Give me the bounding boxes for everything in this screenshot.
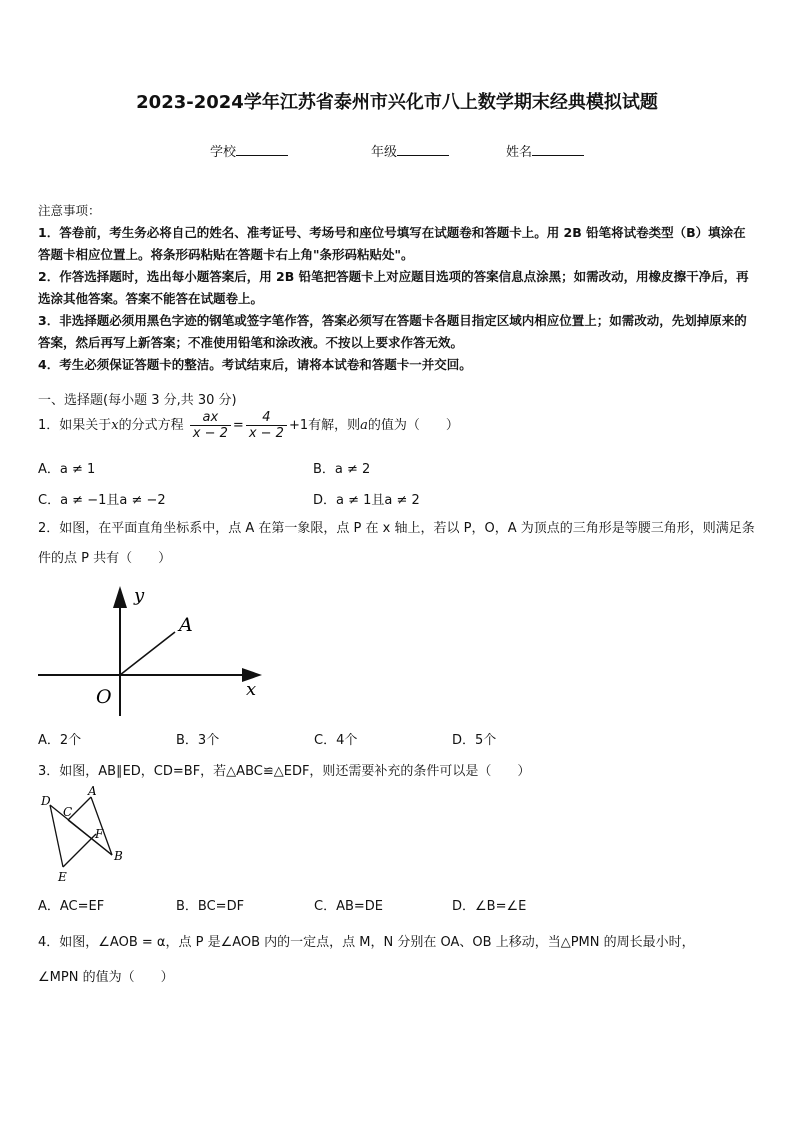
notice-heading: 注意事项： — [38, 203, 101, 218]
q3-triangle-figure — [36, 783, 136, 888]
label-x: x — [246, 679, 257, 700]
q1-option-b: B．a ≠ 2 — [313, 462, 371, 477]
q1-var-a: a — [360, 418, 368, 433]
label-c: C — [63, 805, 73, 819]
label-e: E — [58, 870, 67, 884]
q2-option-a: A．2个 — [38, 733, 82, 748]
q2-option-b: B．3个 — [176, 733, 220, 748]
q1-var-x: x — [111, 418, 119, 433]
notice-item-1: 1．答卷前，考生务必将自己的姓名、准考证号、考场号和座位号填写在试题卷和答题卡上。用 2B 铅笔将试卷类型（B）填涂在答题卡相应位置上。将条形码粘贴在答题卡右上角"条形码粘贴处"。 — [38, 225, 746, 262]
q1-plus: +1有解，则 — [288, 418, 361, 433]
label-y: y — [134, 585, 145, 606]
grade-field — [371, 141, 449, 160]
question-4-line-2: ∠MPN 的值为（ ） — [38, 970, 174, 985]
label-a: A — [88, 784, 97, 798]
notice-item-2: 2．作答选择题时，选出每小题答案后，用 2B 铅笔把答题卡上对应题目选项的答案信息点涂黑；如需改动，用橡皮擦干净后，再选涂其他答案。答案不能答在试题卷上。 — [38, 269, 749, 306]
notice-block — [38, 200, 758, 376]
question-1-stem — [38, 410, 459, 441]
label-f: F — [95, 827, 104, 841]
q1-option-a: A．a ≠ 1 — [38, 462, 96, 477]
page-title: 2023-2024学年江苏省泰州市兴化市八上数学期末经典模拟试题 — [136, 92, 658, 113]
q1-option-c: C．a ≠ −1且a ≠ −2 — [38, 493, 166, 508]
q2-coordinate-figure — [30, 580, 280, 722]
q1-option-d: D．a ≠ 1且a ≠ 2 — [313, 493, 420, 508]
q1-suffix: 的值为（ ） — [367, 418, 459, 433]
grade-blank — [397, 143, 449, 156]
label-d: D — [41, 794, 51, 808]
notice-item-4: 4．考生必须保证答题卡的整洁。考试结束后，请将本试卷和答题卡一并交回。 — [38, 357, 472, 372]
question-3-stem: 3．如图，AB∥ED，CD=BF，若△ABC≌△EDF，则还需要补充的条件可以是（ ） — [38, 764, 531, 779]
q3-option-a: A．AC=EF — [38, 899, 105, 914]
school-label: 学校 — [210, 145, 237, 160]
section-heading: 一、选择题(每小题 3 分,共 30 分) — [38, 393, 237, 408]
name-label: 姓名 — [506, 145, 533, 160]
q1-mid: 的分式方程 — [118, 418, 184, 433]
q2-option-c: C．4个 — [314, 733, 358, 748]
q3-option-c: C．AB=DE — [314, 899, 384, 914]
q1-fraction-1: $\frac{ax}{x - 2}$ — [190, 410, 231, 441]
q1-equals: = — [232, 418, 244, 433]
name-blank — [532, 143, 584, 156]
school-field — [210, 141, 288, 160]
q1-fraction-2: $\frac{4}{x - 2}$ — [246, 410, 287, 441]
label-b: B — [114, 849, 123, 863]
question-2-stem: 2．如图，在平面直角坐标系中，点 A 在第一象限，点 P 在 x 轴上，若以 P，O，A 为顶点的三角形是等腰三角形，则满足条件的点 P 共有（ ） — [38, 521, 755, 566]
label-a: A — [179, 614, 193, 636]
notice-item-3: 3．非选择题必须用黑色字迹的钢笔或签字笔作答，答案必须写在答题卡各题目指定区域内相应位置上；如需改动，先划掉原来的答案，然后再写上新答案；不准使用铅笔和涂改液。不按以上要求作答无效。 — [38, 313, 747, 350]
question-4-line-1: 4．如图，∠AOB = α，点 P 是∠AOB 内的一定点，点 M，N 分别在 OA、OB 上移动，当△PMN 的周长最小时， — [38, 935, 695, 950]
school-blank — [236, 143, 288, 156]
q2-option-d: D．5个 — [452, 733, 497, 748]
q3-option-d: D．∠B=∠E — [452, 899, 527, 914]
name-field — [506, 141, 584, 160]
y-axis-arrow — [113, 586, 127, 608]
q3-option-b: B．BC=DF — [176, 899, 245, 914]
label-o: O — [96, 686, 112, 708]
q1-prefix: 1．如果关于 — [38, 418, 112, 433]
segment-oa — [120, 632, 175, 675]
grade-label: 年级 — [371, 145, 398, 160]
